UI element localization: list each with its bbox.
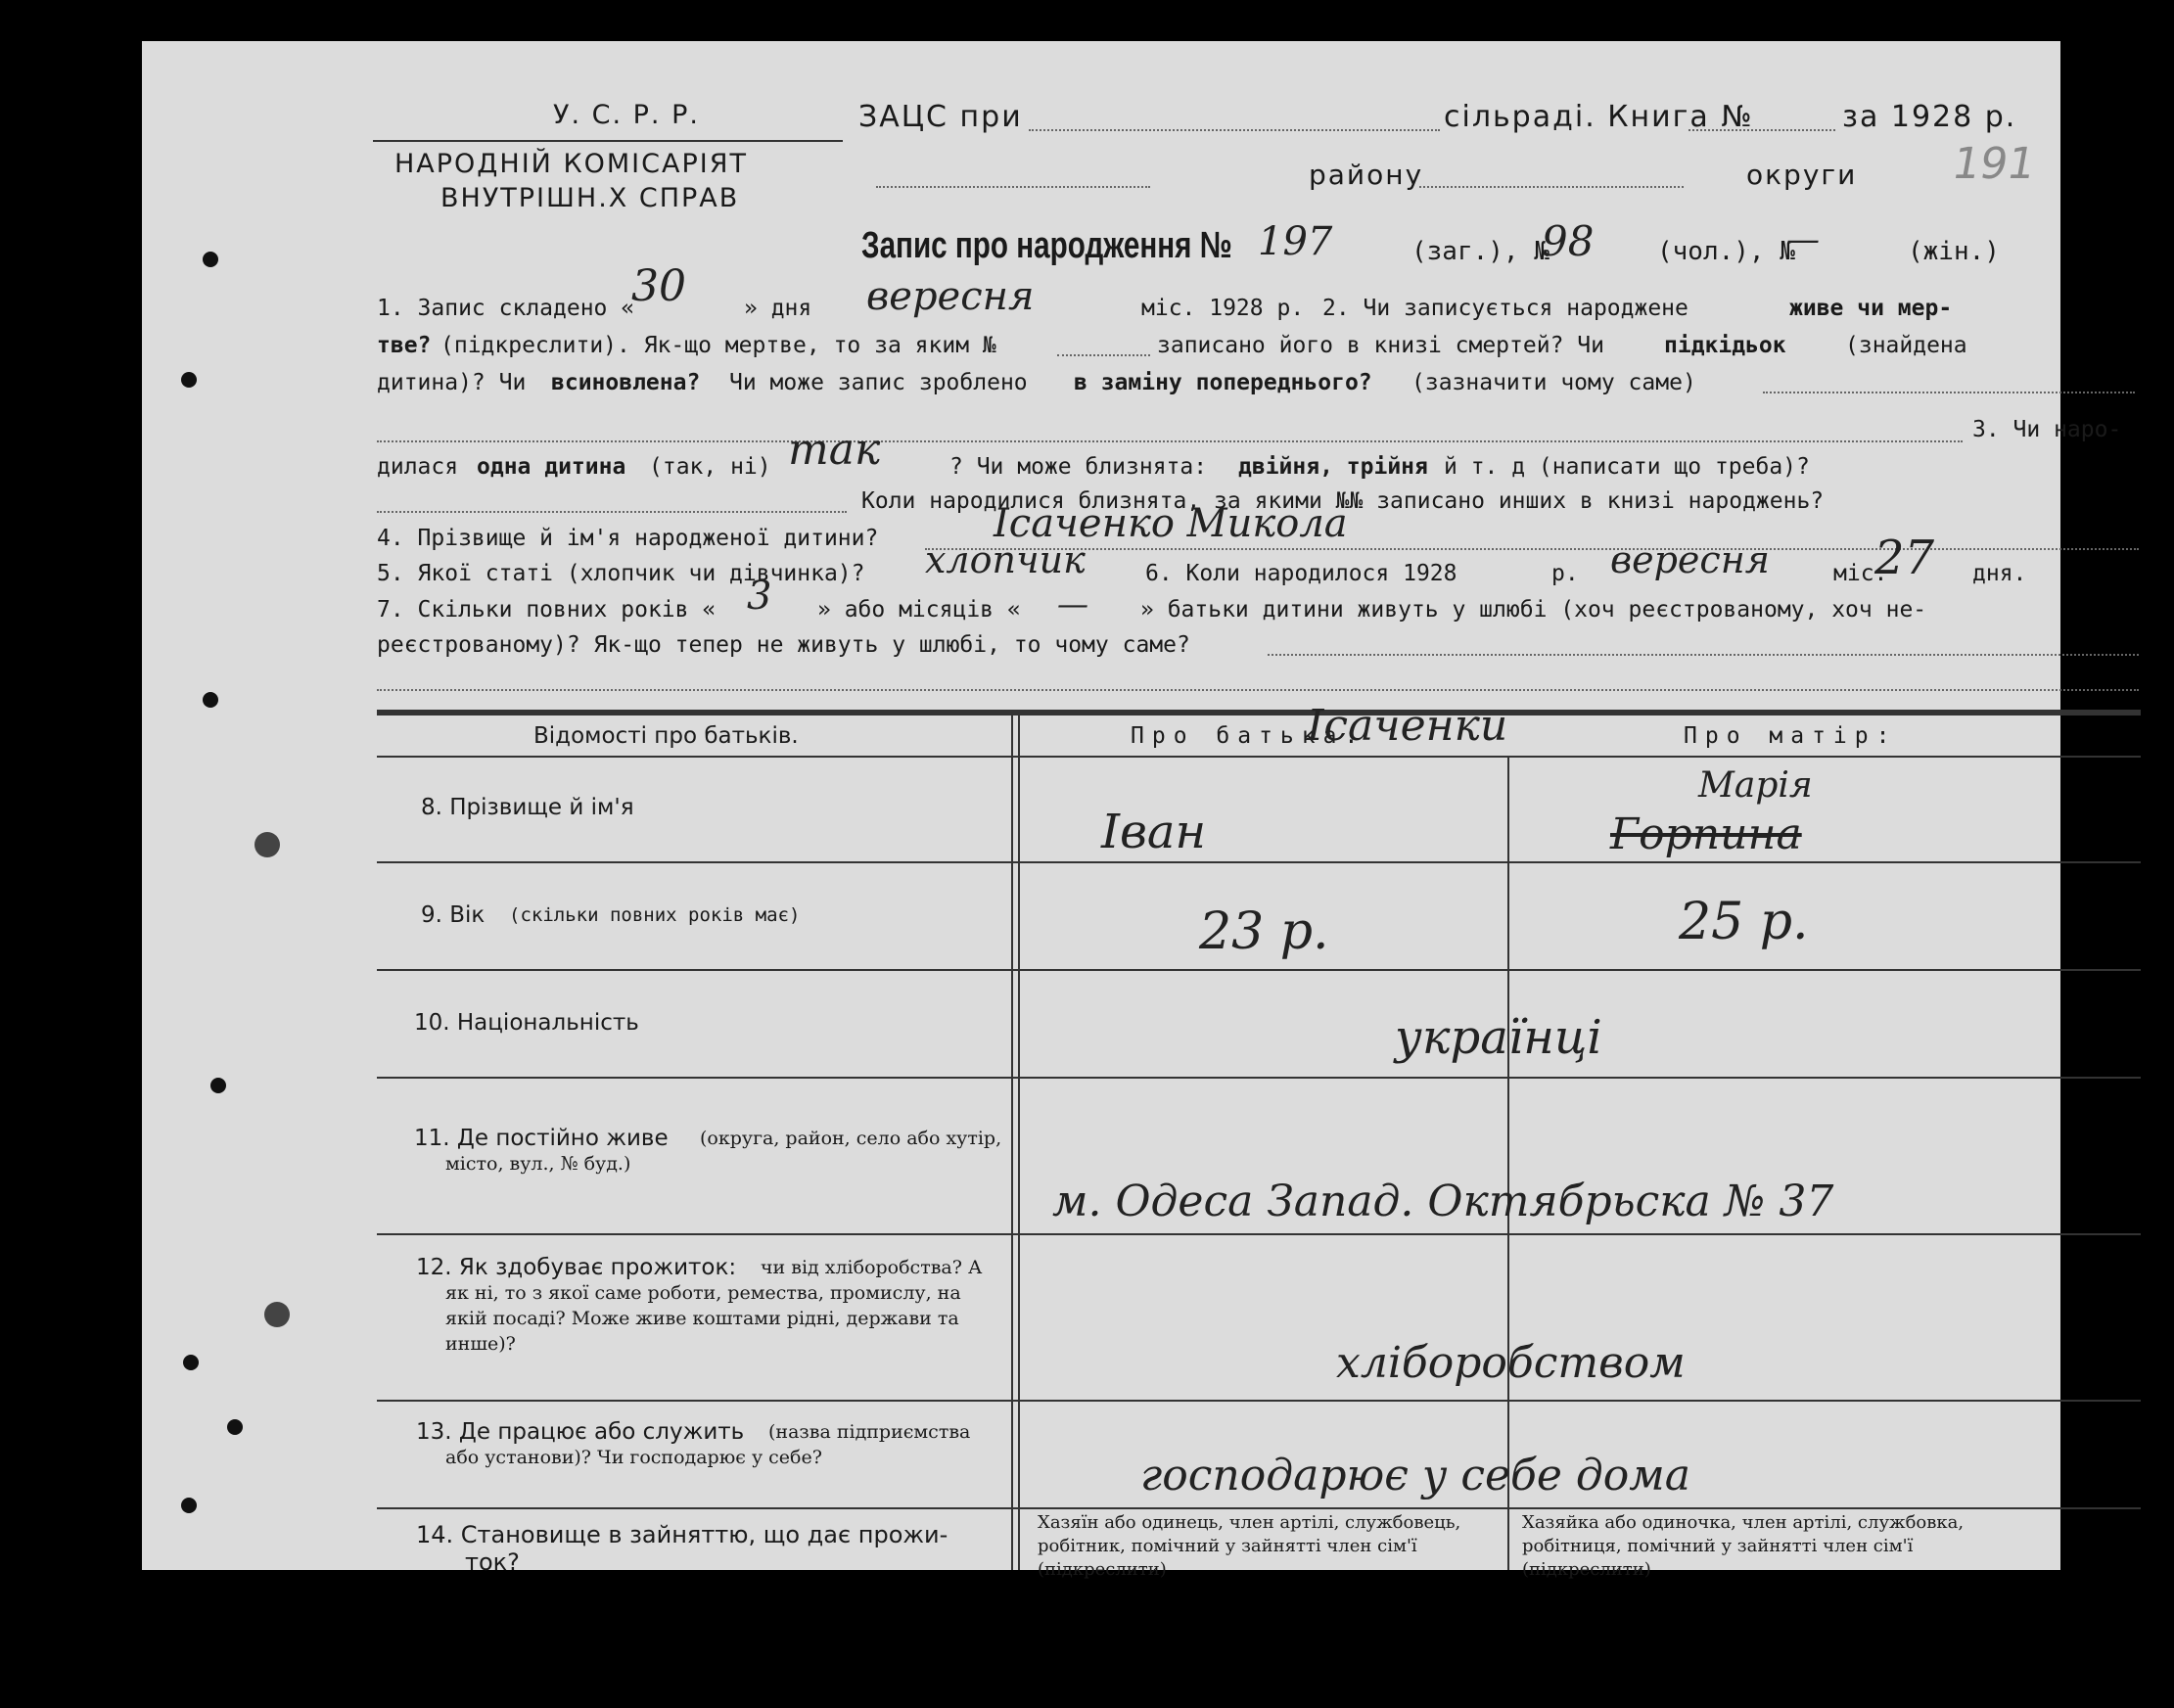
record-title: Запис про народження № xyxy=(861,225,1232,266)
punch-hole xyxy=(254,832,280,857)
mother-employment-note: Хазяйка або одиночка, член артілі, службовка, робітниця, помічний у зайнятті член сім'ї (підкреслити) xyxy=(1522,1512,1965,1580)
line2-bold: тве? xyxy=(377,333,432,358)
header-bottom-rule xyxy=(377,756,2141,758)
q5-label: 5. Якої статі (хлопчик чи дівчинка)? xyxy=(377,561,865,586)
table-header-father: Про батька: xyxy=(1131,723,1366,749)
punch-hole xyxy=(183,1355,199,1370)
mother-age: 25 р. xyxy=(1679,893,1809,951)
q3-label: 3. Чи наро- xyxy=(1972,417,2122,442)
table-header-mother: Про матір: xyxy=(1684,723,1898,749)
marriage-months: — xyxy=(1057,585,1088,623)
okrug-label: округи xyxy=(1746,159,1858,191)
row10-rule xyxy=(377,1077,2141,1079)
corner-number: 191 xyxy=(1948,139,2040,189)
child-sex: хлопчик xyxy=(925,538,1086,581)
nationality: українці xyxy=(1395,1010,1602,1065)
mother-name: Марія xyxy=(1698,765,1813,806)
occupation: хліборобством xyxy=(1336,1338,1686,1388)
header-rule xyxy=(373,140,843,142)
raion-label: району xyxy=(1309,159,1424,191)
child-name: Ісаченко Микола xyxy=(994,501,1348,546)
line3-b: Чи може запис зроблено xyxy=(729,370,1028,395)
commissariat-line2: ВНУТРІШН.Х СПРАВ xyxy=(440,183,740,213)
q7-label-b: » або місяців « xyxy=(817,597,1021,623)
book-blank xyxy=(1688,129,1835,131)
line3-bold: всиновлена? xyxy=(551,370,701,395)
line5-d: й т. д (написати що треба)? xyxy=(1444,454,1810,480)
row12-note: чи від хліборобства? А як ні, то з якої саме роботи, ремества, промислу, на якій посаді? Може живе коштами рідні, держави та инше)? xyxy=(445,1257,983,1355)
q1-month: вересня xyxy=(866,274,1035,319)
punch-hole xyxy=(181,372,197,388)
line2-bold2: підкідьок xyxy=(1664,333,1786,358)
father-name: Іван xyxy=(1101,805,1207,859)
residence: м. Одеса Запад. Октябрьска № 37 xyxy=(1052,1177,1834,1226)
document-sheet xyxy=(142,41,2122,1580)
col-divider-1 xyxy=(1011,715,1013,1570)
line2-c: (знайдена xyxy=(1845,333,1967,358)
q4-blank xyxy=(925,548,2139,550)
q7-label-a: 7. Скільки повних років « xyxy=(377,597,717,623)
punch-hole xyxy=(264,1302,290,1327)
parents-surname: Ісаченки xyxy=(1307,701,1508,751)
single-child-answer: так xyxy=(788,425,881,475)
row11-label: 11. Де постійно живе xyxy=(414,1126,669,1151)
year-label: за 1928 р. xyxy=(1842,100,2017,134)
line2-b: записано його в книзі смертей? Чи xyxy=(1157,333,1604,358)
row8-rule xyxy=(377,861,2141,863)
q6-r: р. xyxy=(1551,561,1579,586)
zag-number: 98 xyxy=(1542,217,1595,265)
zhin-label: (жін.) xyxy=(1908,237,2000,266)
q1-label-c: міс. 1928 р. xyxy=(1141,296,1305,321)
line5-bold2: двійня, трійня xyxy=(1238,454,1428,480)
punch-hole xyxy=(181,1498,197,1513)
q1-label-b: » дня xyxy=(744,296,812,321)
zags-blank xyxy=(1029,129,1440,131)
q7-blank2 xyxy=(377,689,2139,691)
row9-note: (скільки повних років має) xyxy=(509,904,801,926)
row9-label: 9. Вік xyxy=(421,902,486,928)
birth-day: 27 xyxy=(1874,531,1935,585)
q2-label-bold: живе чи мер- xyxy=(1789,296,1953,321)
raion-blank-pre xyxy=(876,186,1150,188)
col-divider-1b xyxy=(1018,715,1020,1570)
q1-day: 30 xyxy=(631,261,686,311)
line5-b: (так, ні) xyxy=(649,454,771,480)
line5-a: дилася xyxy=(377,454,459,480)
row11-note: (округа, район, село або хутір, місто, вул., № буд.) xyxy=(445,1128,1002,1175)
row10-label: 10. Національність xyxy=(414,1010,639,1036)
row12-rule xyxy=(377,1400,2141,1402)
record-number: 197 xyxy=(1258,219,1333,264)
q7-label-c: » батьки дитини живуть у шлюбі (хоч реєстрованому, хоч не- xyxy=(1140,597,1927,623)
row14-label-cont: ток? xyxy=(465,1548,520,1576)
row13-label: 13. Де працює або служить xyxy=(416,1419,745,1445)
line5-bold: одна дитина xyxy=(477,454,626,480)
q6-dnya: дня. xyxy=(1972,561,2027,586)
twins-blank-left xyxy=(377,511,847,513)
table-top-rule xyxy=(377,710,2141,716)
chol-label: (чол.), № xyxy=(1657,237,1795,266)
punch-hole xyxy=(210,1078,226,1093)
silradi-label: сільраді. Книга № xyxy=(1444,100,1754,134)
line3-c: (зазначити чому саме) xyxy=(1411,370,1696,395)
punch-hole xyxy=(227,1419,243,1435)
twins-question: Коли народилися близнята, за якими №№ записано инших в книзі народжень? xyxy=(861,488,1825,514)
q7-blank xyxy=(1268,654,2139,656)
table-header-info: Відомості про батьків. xyxy=(533,723,799,749)
birth-month: вересня xyxy=(1610,538,1770,581)
line3-a: дитина)? Чи xyxy=(377,370,527,395)
row13-note: (назва підприємства або установи)? Чи господарює у себе? xyxy=(445,1421,971,1468)
ussr-label: У. С. Р. Р. xyxy=(553,100,700,130)
row14-label: 14. Становище в зайняттю, що дає прожи- xyxy=(416,1521,948,1548)
father-age: 23 р. xyxy=(1199,902,1329,961)
q4-label: 4. Прізвище й ім'я народженої дитини? xyxy=(377,526,879,551)
line3-blank xyxy=(1763,392,2135,393)
zag-label: (заг.), № xyxy=(1411,237,1550,266)
line2-a: (підкреслити). Як-що мертве, то за яким № xyxy=(440,333,996,358)
row13-rule xyxy=(377,1507,2141,1509)
marriage-years: 3 xyxy=(747,574,772,619)
zags-prefix: ЗАЦС при xyxy=(858,100,1023,134)
q1-label-a: 1. Запис складено « xyxy=(377,296,635,321)
row8-label: 8. Прізвище й ім'я xyxy=(421,795,634,820)
row12-label: 12. Як здобуває прожиток: xyxy=(416,1255,737,1280)
q7-label-d: реєстрованому)? Як-що тепер не живуть у шлюбі, то чому саме? xyxy=(377,632,1190,658)
punch-hole xyxy=(203,252,218,267)
death-number-blank xyxy=(1057,354,1150,356)
workplace: господарює у себе дома xyxy=(1140,1451,1691,1500)
q6-mis: міс. xyxy=(1833,561,1888,586)
raion-blank xyxy=(1419,186,1684,188)
chol-number: — xyxy=(1786,220,1820,259)
q6-label: 6. Коли народилося 1928 xyxy=(1145,561,1457,586)
row11-rule xyxy=(377,1233,2141,1235)
punch-hole xyxy=(203,692,218,708)
mother-name-struck: Горпина xyxy=(1610,809,1802,859)
line4-blank xyxy=(377,440,1963,442)
father-employment-note: Хазяїн або одинець, член артілі, службовець, робітник, помічний у зайнятті член сім'ї (підкреслити) xyxy=(1038,1512,1461,1580)
col-divider-2 xyxy=(1507,758,1509,1570)
q2-label-a: 2. Чи записується народжене xyxy=(1322,296,1688,321)
commissariat-line1: НАРОДНІЙ КОМІСАРІЯТ xyxy=(394,149,748,179)
row9-rule xyxy=(377,969,2141,971)
line5-c: ? Чи може близнята: xyxy=(949,454,1208,480)
line3-bold2: в заміну попереднього? xyxy=(1074,370,1372,395)
